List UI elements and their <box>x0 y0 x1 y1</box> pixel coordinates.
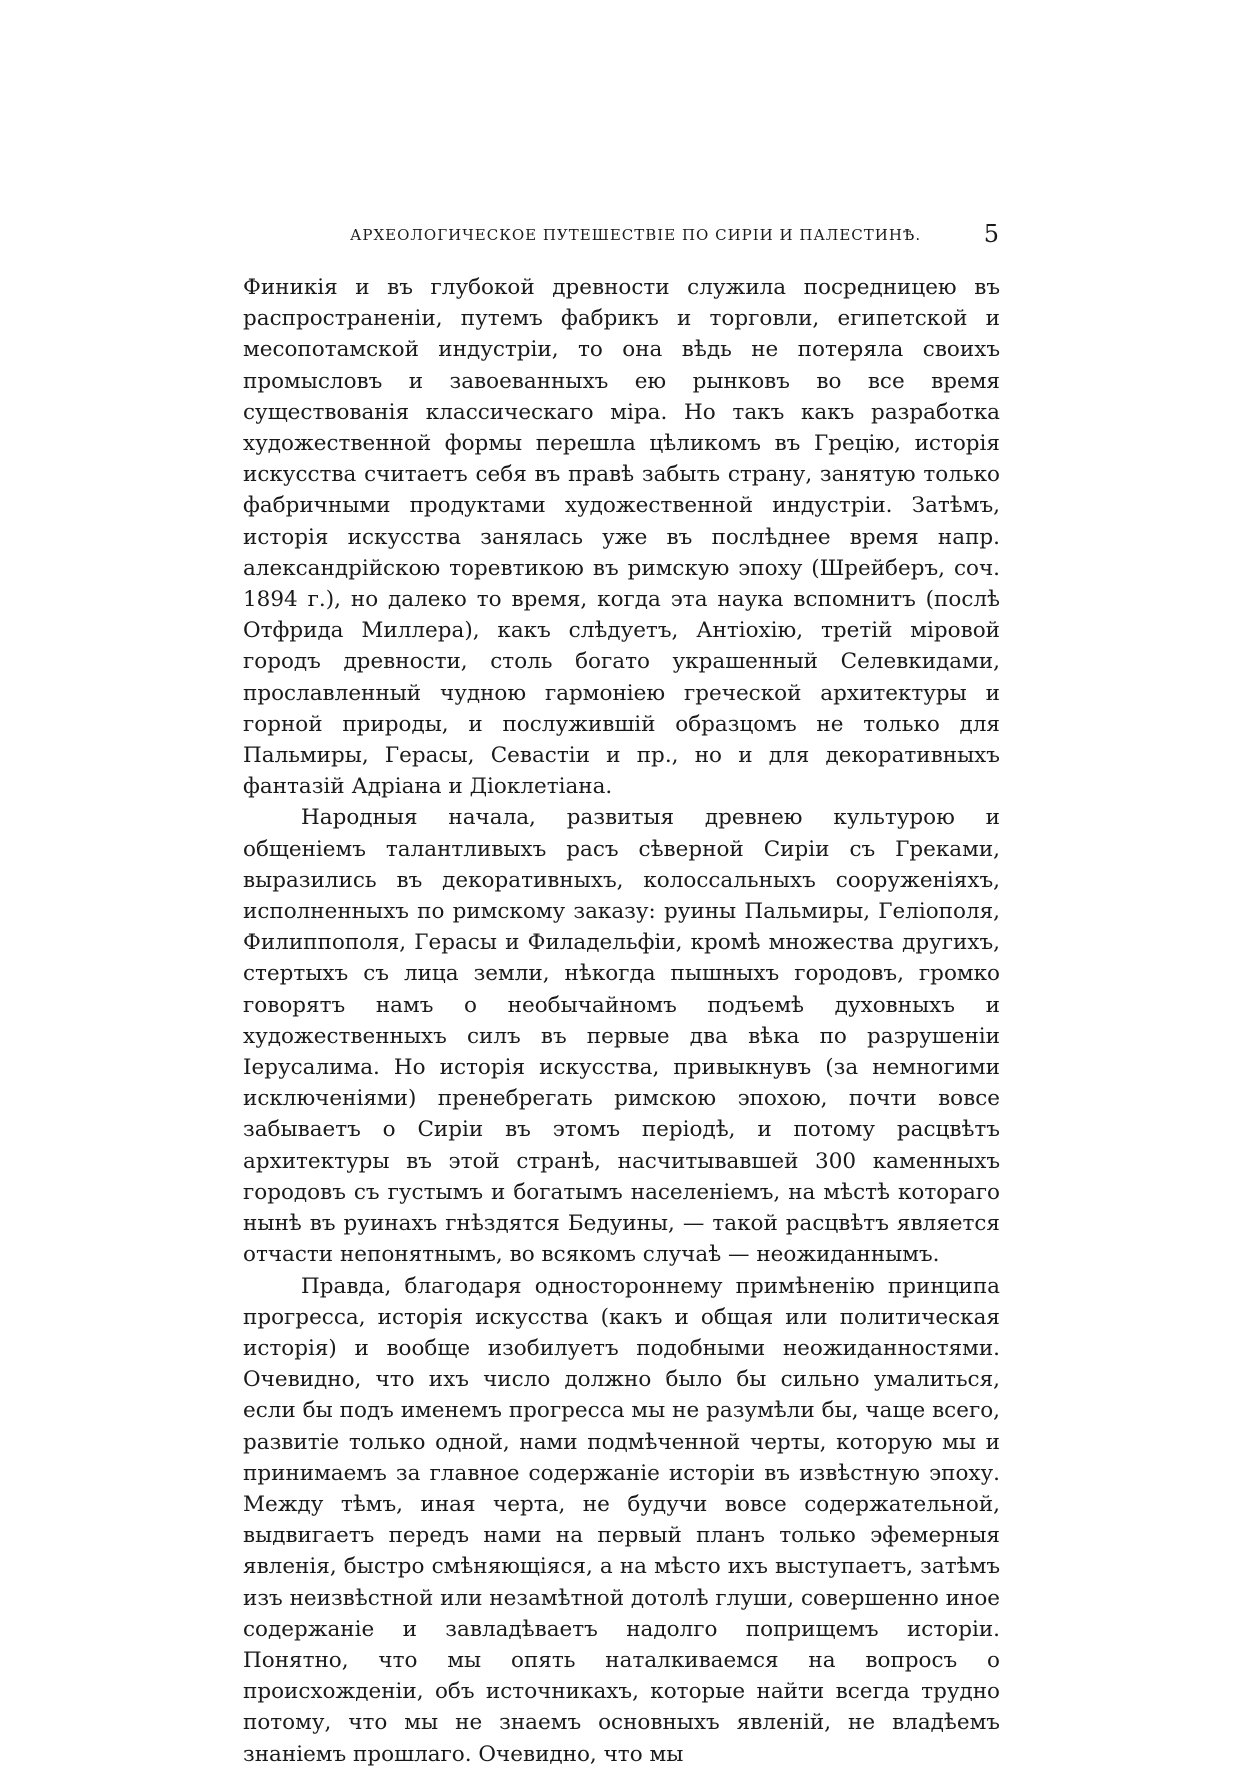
page-number: 5 <box>983 220 1000 248</box>
paragraph: Народныя начала, развитыя древнею культурою и общеніемъ талантливыхъ расъ сѣверной Сиріи съ Греками, выразились въ декоративныхъ, колоссальныхъ сооруженіяхъ, исполненныхъ по римскому заказу: руины Пальмиры, Геліополя, Филиппополя, Герасы и Филадельфіи, кромѣ множества другихъ, стертыхъ съ лица земли, нѣкогда пышныхъ городовъ, громко говорятъ намъ о необычайномъ подъемѣ духовныхъ и художественныхъ силъ въ первые два вѣка по разрушеніи Іерусалима. Но исторія искусства, привыкнувъ (за немногими исключеніями) пренебрегать римскою эпохою, почти вовсе забываетъ о Сиріи въ этомъ періодѣ, и потому расцвѣтъ архитектуры въ этой странѣ, насчитывавшей 300 каменныхъ городовъ съ густымъ и богатымъ населеніемъ, на мѣстѣ котораго нынѣ въ руинахъ гнѣздятся Бедуины, — такой расцвѣтъ является отчасти непонятнымъ, во всякомъ случаѣ — неожиданнымъ. <box>243 805 1000 1268</box>
paragraph: Правда, благодаря одностороннему примѣненію принципа прогресса, исторія искусства (какъ и общая или политическая исторія) и вообще изобилуетъ подобными неожиданностями. Очевидно, что ихъ число должно было бы сильно умалиться, если бы подъ именемъ прогресса мы не разумѣли бы, чаще всего, развитіе только одной, нами подмѣченной черты, которую мы и принимаемъ за главное содержаніе исторіи въ извѣстную эпоху. Между тѣмъ, иная черта, не будучи вовсе содержательной, выдвигаетъ передъ нами на первый планъ только эфемерныя явленія, быстро смѣняющіяся, а на мѣсто ихъ выступаетъ, затѣмъ изъ неизвѣстной или незамѣтной дотолѣ глуши, совершенно иное содержаніе и завладѣваетъ надолго поприщемъ исторіи. Понятно, что мы опять наталкиваемся на вопросъ о происхожденіи, объ источникахъ, которые найти всегда трудно потому, что мы не знаемъ основныхъ явленій, не владѣемъ знаніемъ прошлаго. Очевидно, что мы <box>243 1273 1000 1767</box>
body-text <box>243 272 1000 1770</box>
running-title: АРХЕОЛОГИЧЕСКОЕ ПУТЕШЕСТВІЕ ПО СИРІИ И ПАЛЕСТИНѢ. <box>350 226 922 244</box>
running-head <box>350 220 1000 252</box>
paragraph: Финикія и въ глубокой древности служила посредницею въ распространеніи, путемъ фабрикъ и торговли, египетской и месопотамской индустріи, то она вѣдь не потеряла своихъ промысловъ и завоеванныхъ ею рынковъ во все время существованія классическаго міра. Но такъ какъ разработка художественной формы перешла цѣликомъ въ Грецію, исторія искусства считаетъ себя въ правѣ забыть страну, занятую только фабричными продуктами художественной индустріи. Затѣмъ, исторія искусства занялась уже въ послѣднее время напр. александрійскою торевтикою въ римскую эпоху (Шрейберъ, соч. 1894 г.), но далеко то время, когда эта наука вспомнитъ (послѣ Отфрида Миллера), какъ слѣдуетъ, Антіохію, третій міровой городъ древности, столь богато украшенный Селевкидами, прославленный чудною гармоніею греческой архитектуры и горной природы, и послужившій образцомъ не только для Пальмиры, Герасы, Севастіи и пр., но и для декоративныхъ фантазій Адріана и Діоклетіана. <box>243 275 1000 800</box>
